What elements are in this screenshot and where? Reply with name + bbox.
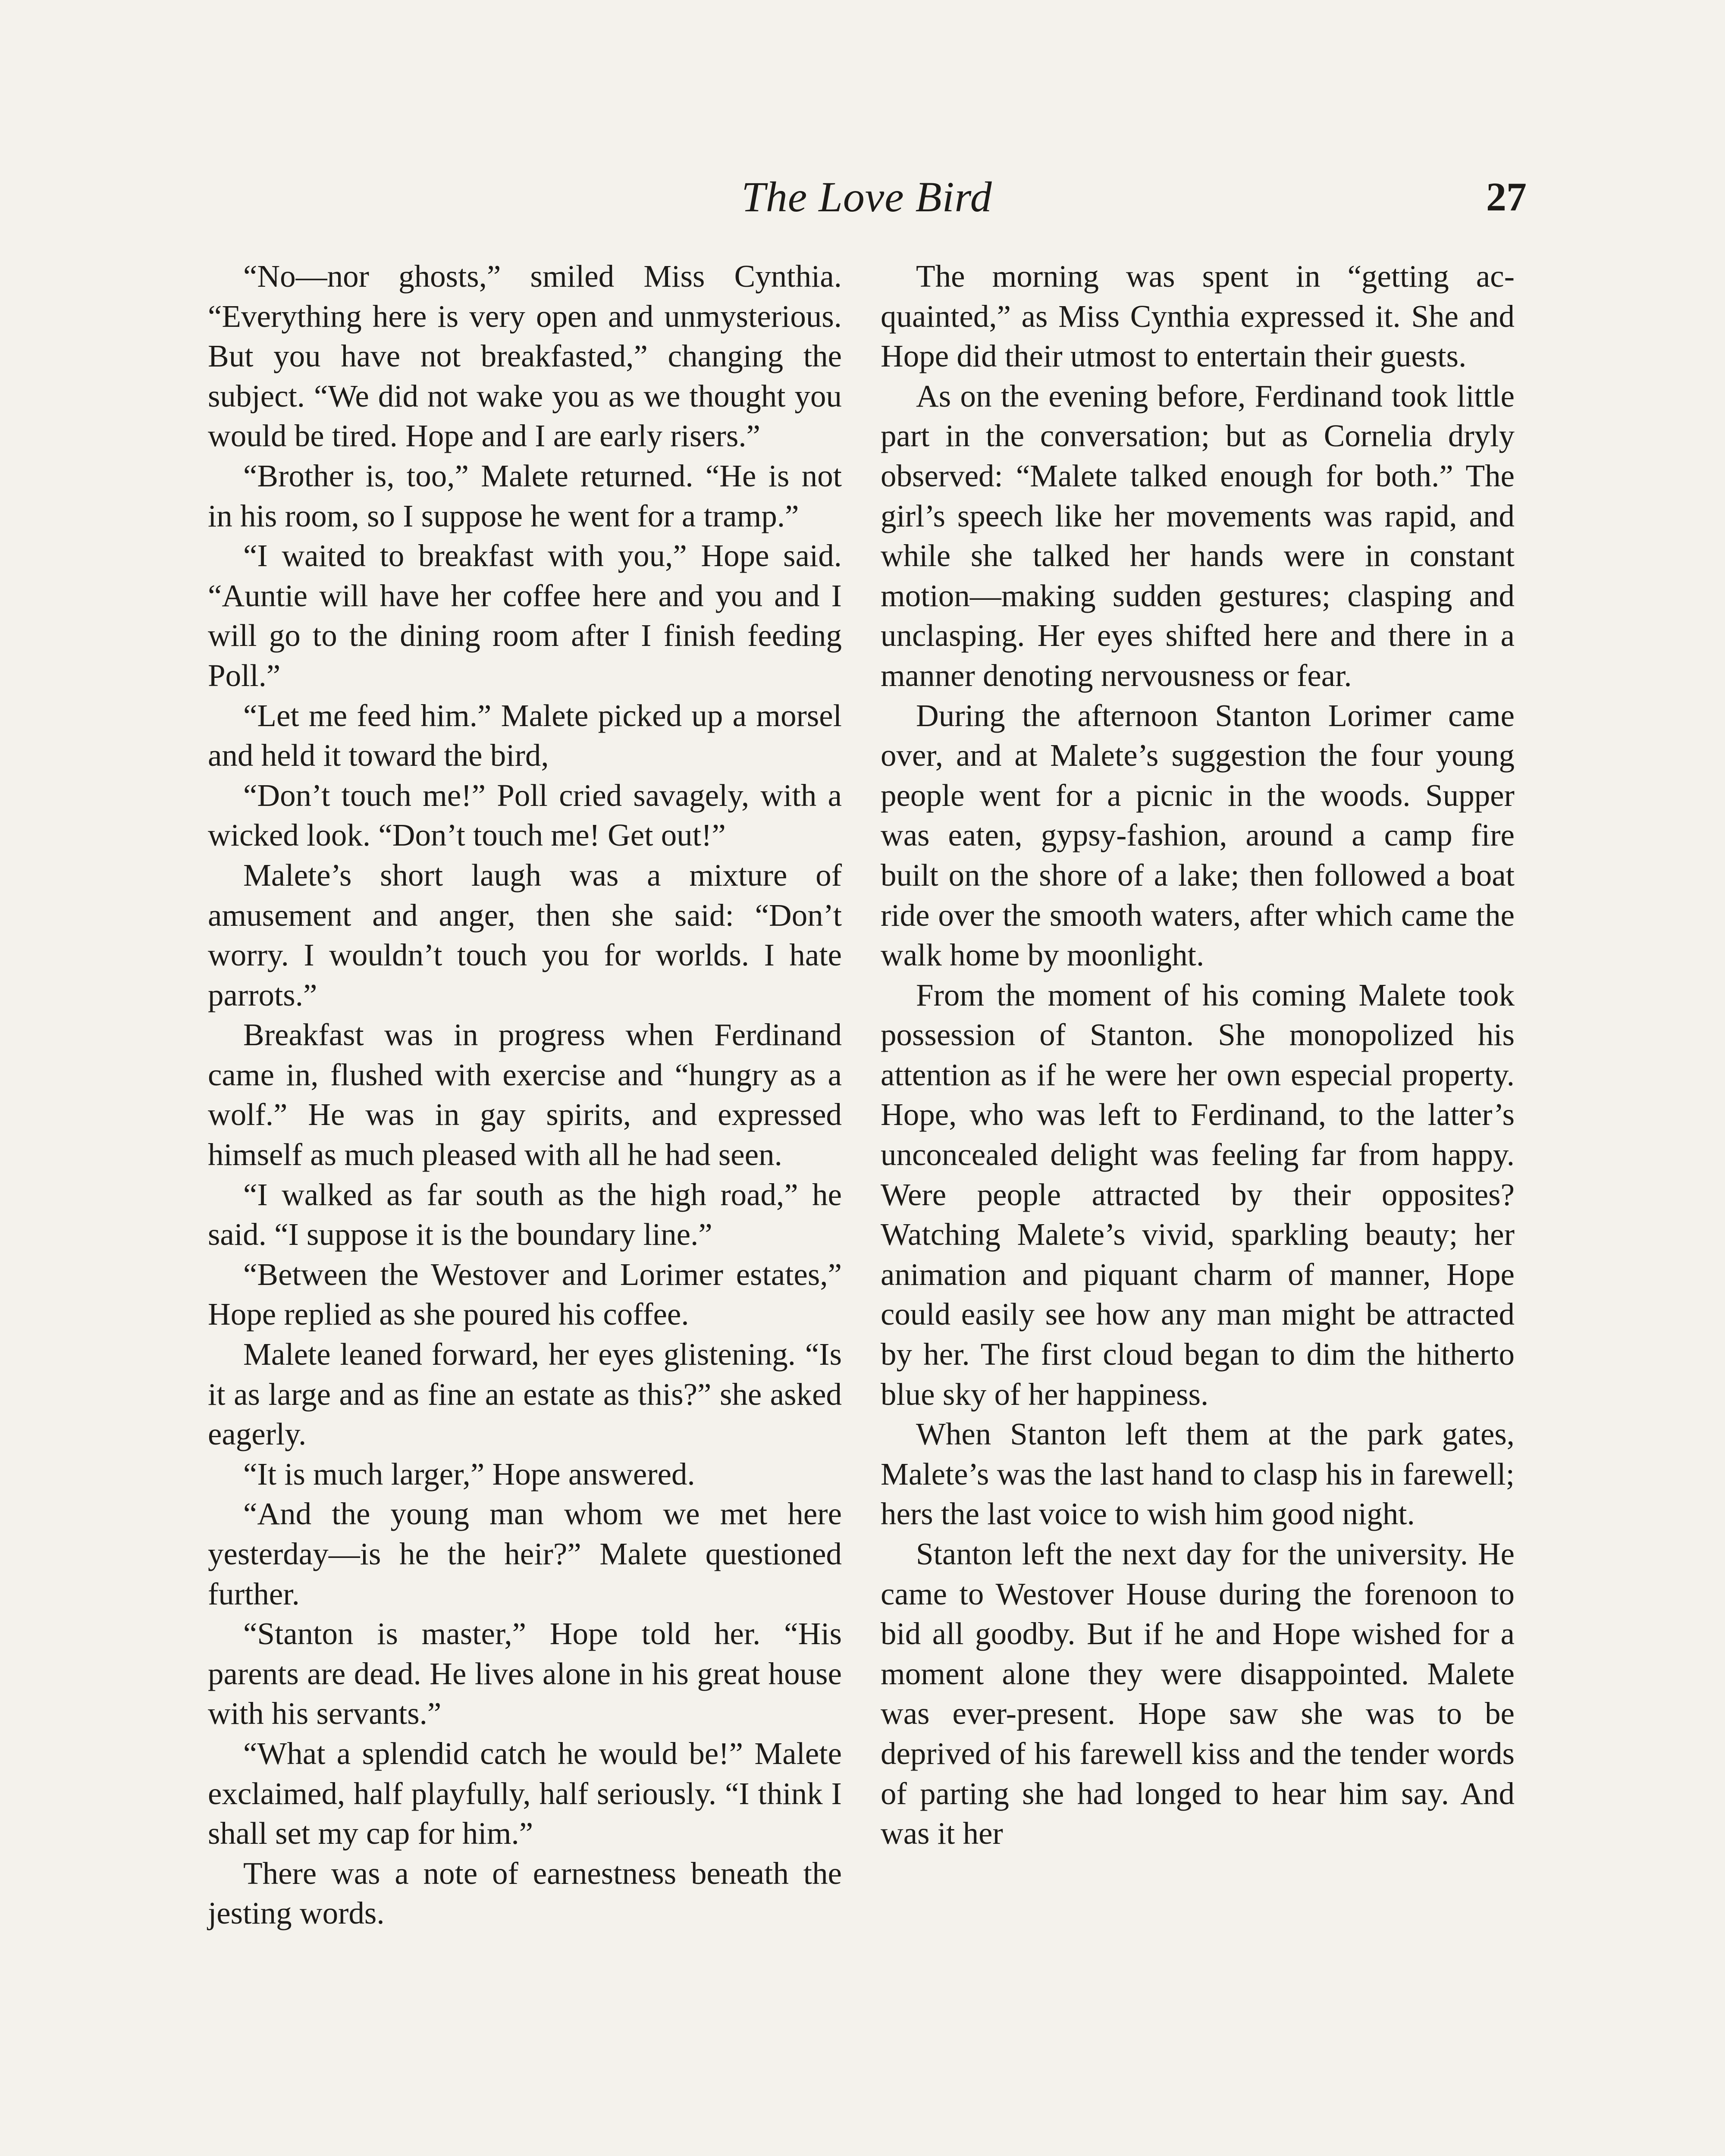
paragraph: “What a splendid catch he would be!” Malete exclaimed, half playfully, half seriously. “I think I shall set my cap for him.” [208, 1736, 842, 1851]
paragraph: During the afternoon Stanton Lorimer came over, and at Malete’s suggestion the four young people went for a picnic in the woods. Supper was eaten, gypsy-fashion, around a camp fire built on the shore of a lake; then followed a boat ride over the smooth waters, after which came the walk home by moonlight. [881, 698, 1515, 973]
paragraph: “Brother is, too,” Malete returned. “He is not in his room, so I suppose he went for a tramp.” [208, 458, 842, 533]
paragraph: Stanton left the next day for the university. He came to Westover House during the forenoon to bid all goodby. But if he and Hope wished for a moment alone they were disappointed. Malete was ever-present. Hope saw she was to be deprived of his farewell kiss and the tender words of parting she had longed to hear him say. And was it her [881, 1536, 1515, 1851]
paragraph: “Don’t touch me!” Poll cried savagely, with a wicked look. “Don’t touch me! Get out!” [208, 777, 842, 853]
paragraph: “I walked as far south as the high road,” he said. “I suppose it is the boundary line.” [208, 1177, 842, 1252]
paragraph: Breakfast was in progress when Ferdinand came in, flushed with exercise and “hungry as a wolf.” He was in gay spirits, and expressed himself as much pleased with all he had seen. [208, 1017, 842, 1172]
paragraph: “And the young man whom we met here yesterday—is he the heir?” Malete questioned further. [208, 1496, 842, 1611]
right-column [881, 257, 1515, 1854]
left-column [208, 257, 842, 1934]
paragraph: “Stanton is master,” Hope told her. “His parents are dead. He lives alone in his great house with his servants.” [208, 1616, 842, 1731]
paragraph: “No—nor ghosts,” smiled Miss Cynthia. “Everything here is very open and unmysterious. But you have not breakfasted,” changing the subject. “We did not wake you as we thought you would be tired. Hope and I are early risers.” [208, 259, 842, 454]
page-number: 27 [1486, 175, 1527, 219]
running-title: The Love Bird [741, 173, 992, 221]
paragraph: From the moment of his coming Malete took possession of Stanton. She monopolized his attention as if he were her own especial property. Hope, who was left to Ferdinand, to the latter’s unconcealed delight was feeling far from happy. Were people attracted by their opposites? Watching Malete’s vivid, sparkling beauty; her animation and piquant charm of manner, Hope could easily see how any man might be attracted by her. The first cloud began to dim the hitherto blue sky of her happiness. [881, 977, 1515, 1412]
paragraph: “I waited to breakfast with you,” Hope said. “Auntie will have her coffee here and you and I will go to the dining room after I finish feeding Poll.” [208, 538, 842, 693]
paragraph: Malete leaned forward, her eyes glistening. “Is it as large and as fine an estate as this?” she asked eagerly. [208, 1337, 842, 1452]
paragraph: When Stanton left them at the park gates, Malete’s was the last hand to clasp his in farewell; hers the last voice to wish him good night. [881, 1416, 1515, 1532]
paragraph: The morning was spent in “getting acquainted,” as Miss Cynthia expressed it. She and Hope did their utmost to entertain their guests. [881, 259, 1515, 374]
paragraph: “Between the Westover and Lorimer estates,” Hope replied as she poured his coffee. [208, 1257, 842, 1332]
paragraph: There was a note of earnestness beneath the jesting words. [208, 1855, 842, 1931]
paragraph: As on the evening before, Ferdinand took little part in the conversation; but as Cornelia dryly observed: “Malete talked enough for both.” The girl’s speech like her movements was rapid, and while she talked her hands were in constant motion—making sudden gestures; clasping and unclasping. Her eyes shifted here and there in a manner denoting nervousness or fear. [881, 378, 1515, 693]
paragraph: Malete’s short laugh was a mixture of amusement and anger, then she said: “Don’t worry. I wouldn’t touch you for worlds. I hate parrots.” [208, 857, 842, 1012]
paragraph: “It is much larger,” Hope answered. [243, 1456, 695, 1492]
paragraph: “Let me feed him.” Malete picked up a morsel and held it toward the bird, [208, 698, 842, 773]
running-head [207, 169, 1527, 225]
